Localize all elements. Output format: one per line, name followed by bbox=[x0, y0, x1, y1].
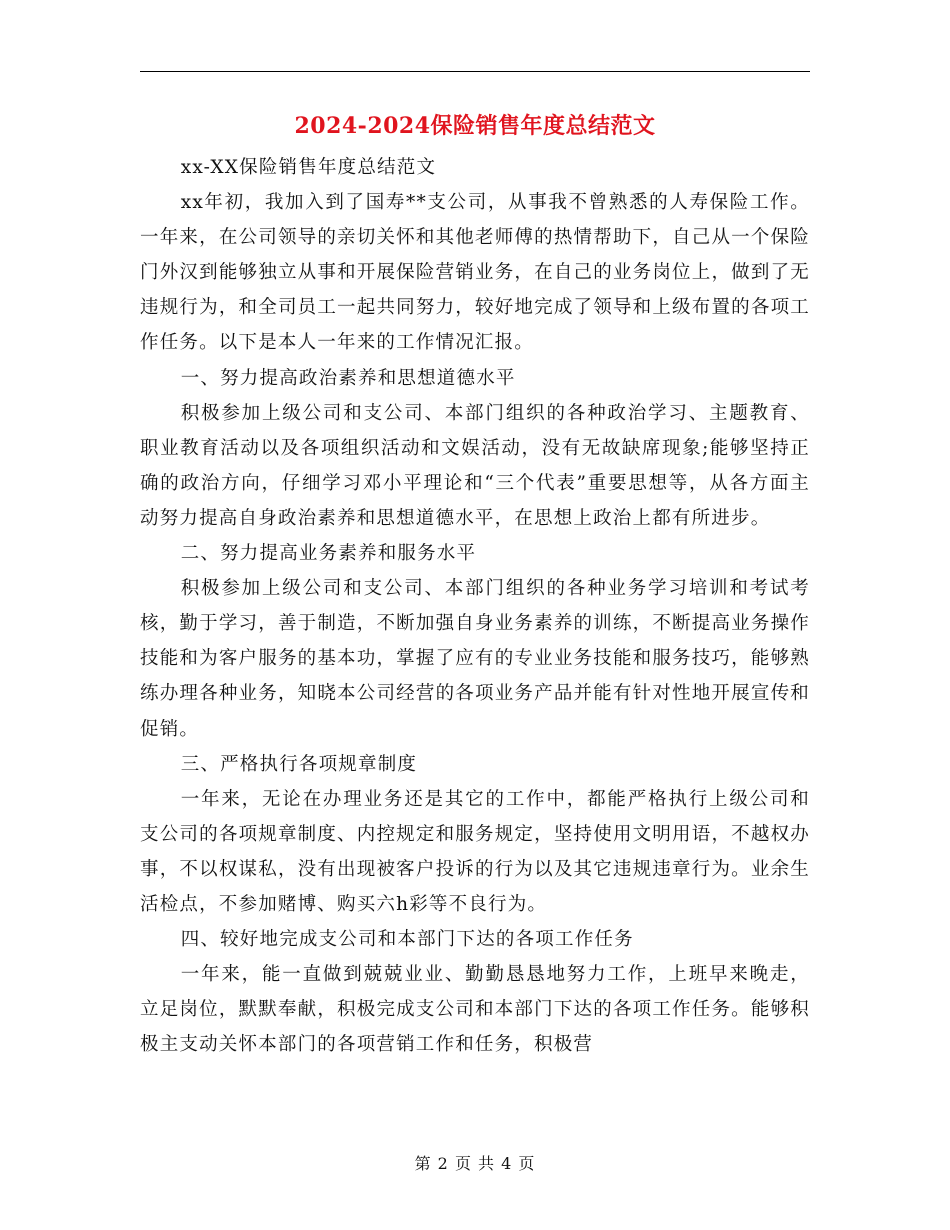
section-body-2: 积极参加上级公司和支公司、本部门组织的各种业务学习培训和考试考核，勤于学习，善于制造，不断加强自身业务素养的训练，不断提高业务操作技能和为客户服务的基本功，掌握了应有的专业业务技能和服务技巧，能够熟练办理各种业务，知晓本公司经营的各项业务产品并能有针对性地开展宣传和促销。 bbox=[140, 578, 810, 740]
section-body-4: 一年来，能一直做到兢兢业业、勤勤恳恳地努力工作，上班早来晚走，立足岗位，默默奉献，积极完成支公司和本部门下达的各项工作任务。能够积极主支动关怀本部门的各项营销工作和任务，积极营 bbox=[140, 964, 810, 1056]
section-heading-4: 四、较好地完成支公司和本部门下达的各项工作任务 bbox=[180, 929, 634, 951]
section-body-3: 一年来，无论在办理业务还是其它的工作中，都能严格执行上级公司和支公司的各项规章制度、内控规定和服务规定，坚持使用文明用语，不越权办事，不以权谋私，没有出现被客户投诉的行为以及其它违规违章行为。业余生活检点，不参加赌博、购买六h彩等不良行为。 bbox=[140, 788, 810, 915]
page-number-footer: 第 2 页 共 4 页 bbox=[414, 1154, 536, 1173]
intro-paragraph: xx年初，我加入到了国寿**支公司，从事我不曾熟悉的人寿保险工作。一年来，在公司领导的亲切关怀和其他老师傅的热情帮助下，自己从一个保险门外汉到能够独立从事和开展保险营销业务，在自己的业务岗位上，做到了无违规行为，和全司员工一起共同努力，较好地完成了领导和上级布置的各项工作任务。以下是本人一年来的工作情况汇报。 bbox=[140, 192, 810, 354]
header-rule bbox=[140, 71, 810, 72]
section-heading-1: 一、努力提高政治素养和思想道德水平 bbox=[180, 367, 516, 389]
subtitle-paragraph: xx-XX保险销售年度总结范文 bbox=[180, 157, 437, 178]
section-body-1: 积极参加上级公司和支公司、本部门组织的各种政治学习、主题教育、职业教育活动以及各项组织活动和文娱活动，没有无故缺席现象;能够坚持正确的政治方向，仔细学习邓小平理论和“三个代表”重要思想等，从各方面主动努力提高自身政治素养和思想道德水平，在思想上政治上都有所进步。 bbox=[140, 402, 810, 529]
document-body bbox=[140, 150, 810, 1062]
document-title: 2024-2024保险销售年度总结范文 bbox=[294, 113, 656, 139]
section-heading-2: 二、努力提高业务素养和服务水平 bbox=[180, 543, 477, 565]
section-heading-3: 三、严格执行各项规章制度 bbox=[180, 753, 418, 775]
